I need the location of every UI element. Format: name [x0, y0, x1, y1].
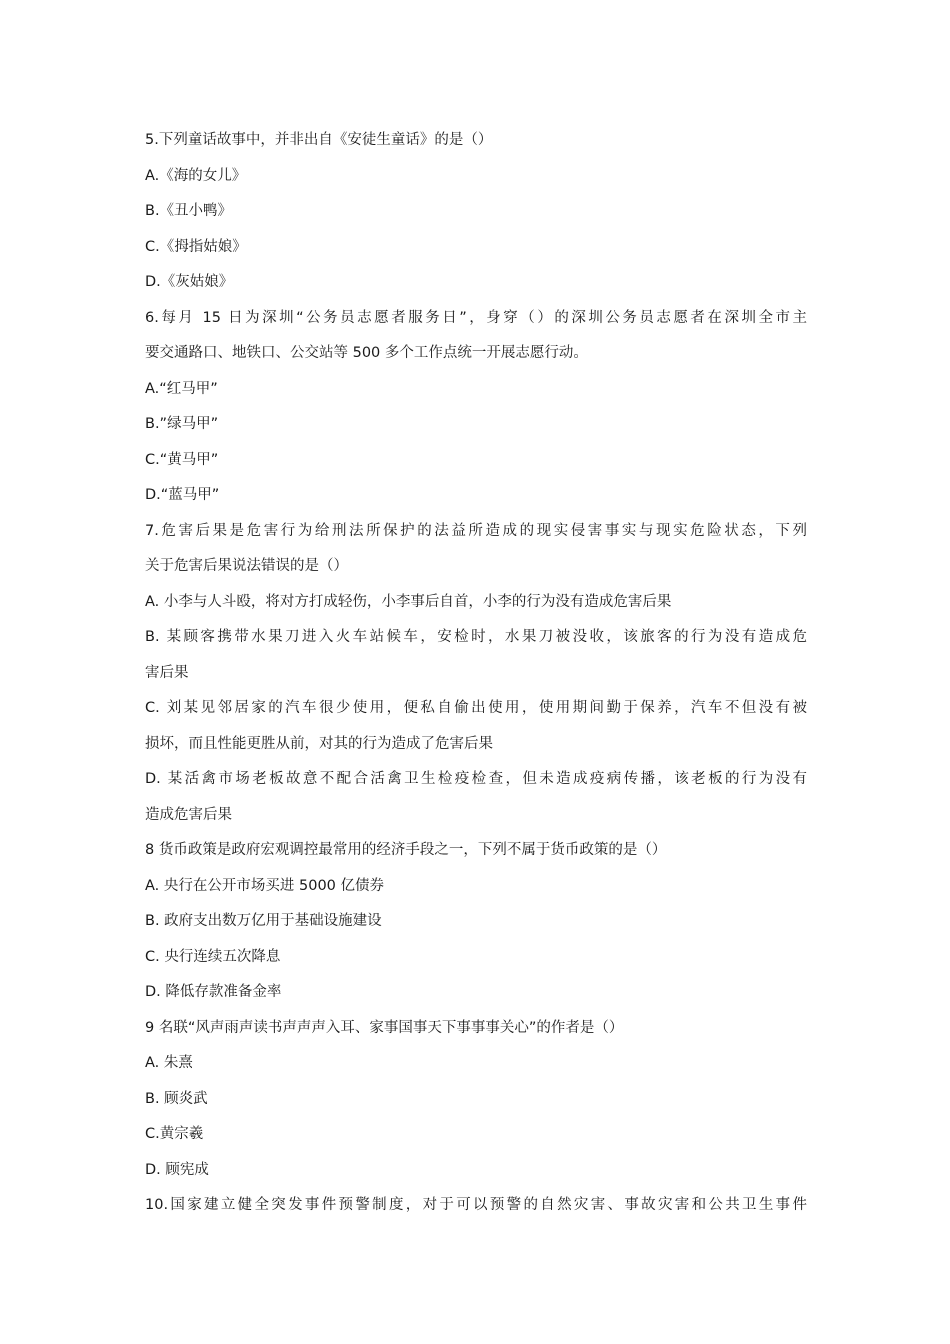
question-7-option-d-line-1: D. 某活禽市场老板故意不配合活禽卫生检疫检查，但未造成疫病传播，该老板的行为没有: [145, 771, 807, 787]
question-8-option-c: C. 央行连续五次降息: [145, 948, 281, 965]
question-7-option-b-line-2: 害后果: [145, 664, 189, 681]
question-6-option-a: A.“红马甲”: [145, 380, 218, 397]
question-9: [145, 1011, 807, 1189]
question-5: [145, 123, 807, 301]
question-7: [145, 514, 807, 834]
question-8: [145, 833, 807, 1011]
question-9-stem: 9 名联“风声雨声读书声声声入耳、家事国事天下事事事关心”的作者是（）: [145, 1019, 624, 1036]
question-9-option-b: B. 顾炎武: [145, 1090, 208, 1107]
question-10-stem-line-1: 10.国家建立健全突发事件预警制度，对于可以预警的自然灾害、事故灾害和公共卫生事件: [145, 1197, 807, 1213]
question-8-option-d: D. 降低存款准备金率: [145, 984, 282, 1000]
question-6-stem-line-1: 6.每月 15 日为深圳“公务员志愿者服务日”，身穿（）的深圳公务员志愿者在深圳全市主: [145, 309, 807, 326]
question-5-option-d: D.《灰姑娘》: [145, 274, 234, 290]
question-5-stem: 5.下列童话故事中，并非出自《安徒生童话》的是（）: [145, 132, 493, 148]
question-9-option-c: C.黄宗羲: [145, 1126, 204, 1142]
question-7-option-d-line-2: 造成危害后果: [145, 806, 232, 823]
question-6-stem-line-2: 要交通路口、地铁口、公交站等 500 多个工作点统一开展志愿行动。: [145, 345, 588, 361]
question-6-option-d: D.“蓝马甲”: [145, 487, 220, 503]
question-8-stem: 8 货币政策是政府宏观调控最常用的经济手段之一，下列不属于货币政策的是（）: [145, 842, 667, 858]
question-8-option-b: B. 政府支出数万亿用于基础设施建设: [145, 913, 382, 929]
question-6-option-c: C.“黄马甲”: [145, 451, 219, 468]
question-5-option-b: B.《丑小鸭》: [145, 203, 233, 219]
question-5-option-a: A.《海的女儿》: [145, 167, 247, 184]
question-list: [145, 123, 807, 1224]
question-10: [145, 1188, 807, 1224]
question-9-option-d: D. 顾宪成: [145, 1161, 209, 1178]
question-7-option-c-line-1: C. 刘某见邻居家的汽车很少使用，便私自偷出使用，使用期间勤于保养，汽车不但没有被: [145, 700, 807, 716]
question-7-option-c-line-2: 损坏，而且性能更胜从前，对其的行为造成了危害后果: [145, 735, 493, 752]
question-9-option-a: A. 朱熹: [145, 1055, 193, 1071]
question-7-option-b-line-1: B. 某顾客携带水果刀进入火车站候车，安检时，水果刀被没收，该旅客的行为没有造成危: [145, 629, 807, 645]
question-8-option-a: A. 央行在公开市场买进 5000 亿债券: [145, 877, 385, 894]
question-6: [145, 301, 807, 514]
question-7-option-a: A. 小李与人斗殴，将对方打成轻伤，小李事后自首，小李的行为没有造成危害后果: [145, 593, 672, 610]
question-6-option-b: B.”绿马甲”: [145, 416, 219, 432]
question-5-option-c: C.《拇指姑娘》: [145, 238, 247, 255]
question-7-stem-line-1: 7.危害后果是危害行为给刑法所保护的法益所造成的现实侵害事实与现实危险状态，下列: [145, 522, 807, 539]
question-7-stem-line-2: 关于危害后果说法错误的是（）: [145, 558, 348, 574]
